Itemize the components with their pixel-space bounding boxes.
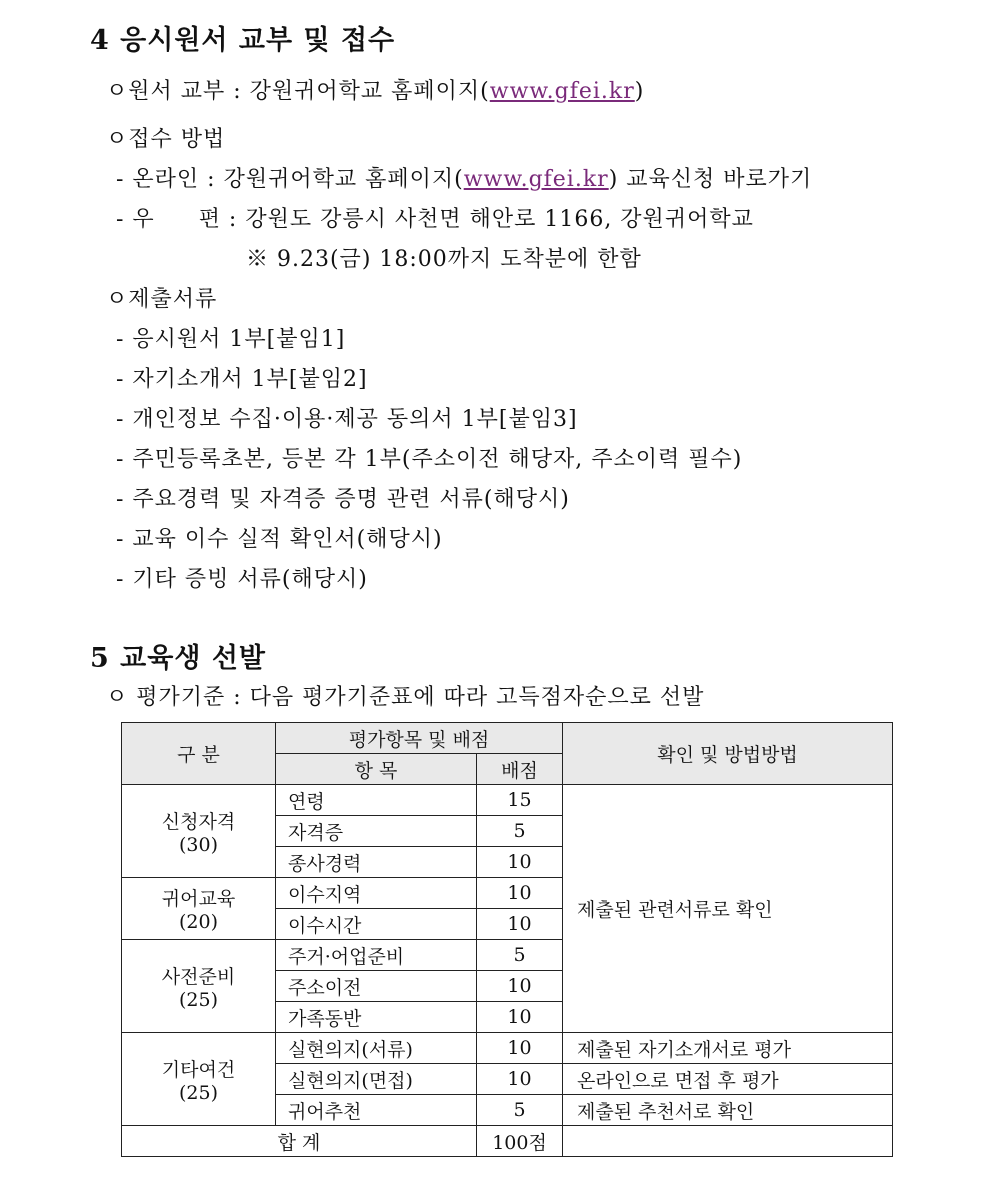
header-item: 항 목: [276, 754, 477, 785]
item-cell: 종사경력: [276, 847, 477, 878]
item-cell: 주거·어업준비: [276, 940, 477, 971]
category-points: (25): [178, 1081, 218, 1104]
points-cell: 10: [477, 878, 563, 909]
section4-heading: 4 응시원서 교부 및 접수: [90, 25, 396, 56]
doc-item: - 주민등록초본, 등본 각 1부(주소이전 해당자, 주소이력 필수): [116, 447, 743, 472]
points-cell: 5: [477, 1095, 563, 1126]
item-cell: 이수지역: [276, 878, 477, 909]
points-cell: 5: [477, 816, 563, 847]
online-homepage-link[interactable]: www.gfei.kr: [463, 167, 609, 192]
item-cell: 귀어추천: [276, 1095, 477, 1126]
header-points: 배점: [477, 754, 563, 785]
online-label: - 온라인 : 강원귀어학교 홈페이지(: [116, 167, 464, 192]
issue-label: ㅇ원서 교부 : 강원귀어학교 홈페이지(: [106, 79, 490, 104]
online-line: [116, 162, 812, 193]
receipt-heading: ㅇ접수 방법: [106, 127, 226, 152]
doc-item: - 응시원서 1부[붙임1]: [116, 327, 346, 352]
category-points: (20): [178, 911, 218, 933]
mail-deadline-note: ※ 9.23(금) 18:00까지 도착분에 한함: [246, 247, 642, 272]
item-cell: 주소이전: [276, 971, 477, 1002]
total-points: 100점: [477, 1126, 563, 1157]
method-cell: 온라인으로 면접 후 평가: [563, 1064, 893, 1095]
points-cell: 10: [477, 847, 563, 878]
doc-item: - 자기소개서 1부[붙임2]: [116, 367, 368, 392]
issue-line: [106, 74, 644, 105]
category-name: 기타여건: [161, 1058, 236, 1081]
mail-prefix: - 우: [116, 207, 155, 232]
doc-item: - 개인정보 수집·이용·제공 동의서 1부[붙임3]: [116, 407, 578, 432]
points-cell: 10: [477, 1064, 563, 1095]
total-row: [122, 1126, 893, 1157]
item-cell: 이수시간: [276, 909, 477, 940]
evaluation-criteria: ㅇ 평가기준 : 다음 평가기준표에 따라 고득점자순으로 선발: [106, 685, 705, 710]
issue-homepage-link[interactable]: www.gfei.kr: [489, 79, 635, 104]
item-cell: 실현의지(서류): [276, 1033, 477, 1064]
header-method: 확인 및 방법방법: [563, 723, 893, 785]
header-items-points: 평가항목 및 배점: [276, 723, 563, 754]
table-row: [122, 1033, 893, 1064]
points-cell: 10: [477, 909, 563, 940]
category-points: (30): [178, 833, 218, 856]
category-name: 신청자격: [161, 810, 236, 833]
item-cell: 실현의지(면접): [276, 1064, 477, 1095]
docs-heading: ㅇ제출서류: [106, 287, 218, 312]
category-cell: [122, 940, 276, 1033]
item-cell: 자격증: [276, 816, 477, 847]
method-cell: 제출된 추천서로 확인: [563, 1095, 893, 1126]
category-name: 사전준비: [161, 965, 236, 988]
issue-close: ): [634, 79, 645, 104]
total-label: 합 계: [122, 1126, 477, 1157]
doc-item: - 기타 증빙 서류(해당시): [116, 567, 368, 592]
category-cell: [122, 878, 276, 940]
points-cell: 15: [477, 785, 563, 816]
points-cell: 10: [477, 971, 563, 1002]
method-cell: 제출된 자기소개서로 평가: [563, 1033, 893, 1064]
item-cell: 가족동반: [276, 1002, 477, 1033]
category-cell: [122, 785, 276, 878]
category-cell: [122, 1033, 276, 1126]
category-name: 귀어교육: [161, 888, 236, 910]
total-method-empty: [563, 1126, 893, 1157]
table-row: [122, 785, 893, 816]
points-cell: 10: [477, 1033, 563, 1064]
section5-heading: 5 교육생 선발: [90, 643, 266, 674]
evaluation-table: [121, 722, 893, 1157]
mail-label: 편 : 강원도 강릉시 사천면 해안로 1166, 강원귀어학교: [198, 207, 754, 232]
header-category: 구 분: [122, 723, 276, 785]
points-cell: 5: [477, 940, 563, 971]
doc-item: - 교육 이수 실적 확인서(해당시): [116, 527, 443, 552]
category-points: (25): [178, 988, 218, 1011]
shared-method-cell: 제출된 관련서류로 확인: [563, 785, 893, 1033]
online-suffix: ) 교육신청 바로가기: [608, 167, 813, 192]
mail-line: [116, 202, 754, 233]
doc-item: - 주요경력 및 자격증 증명 관련 서류(해당시): [116, 487, 570, 512]
points-cell: 10: [477, 1002, 563, 1033]
item-cell: 연령: [276, 785, 477, 816]
